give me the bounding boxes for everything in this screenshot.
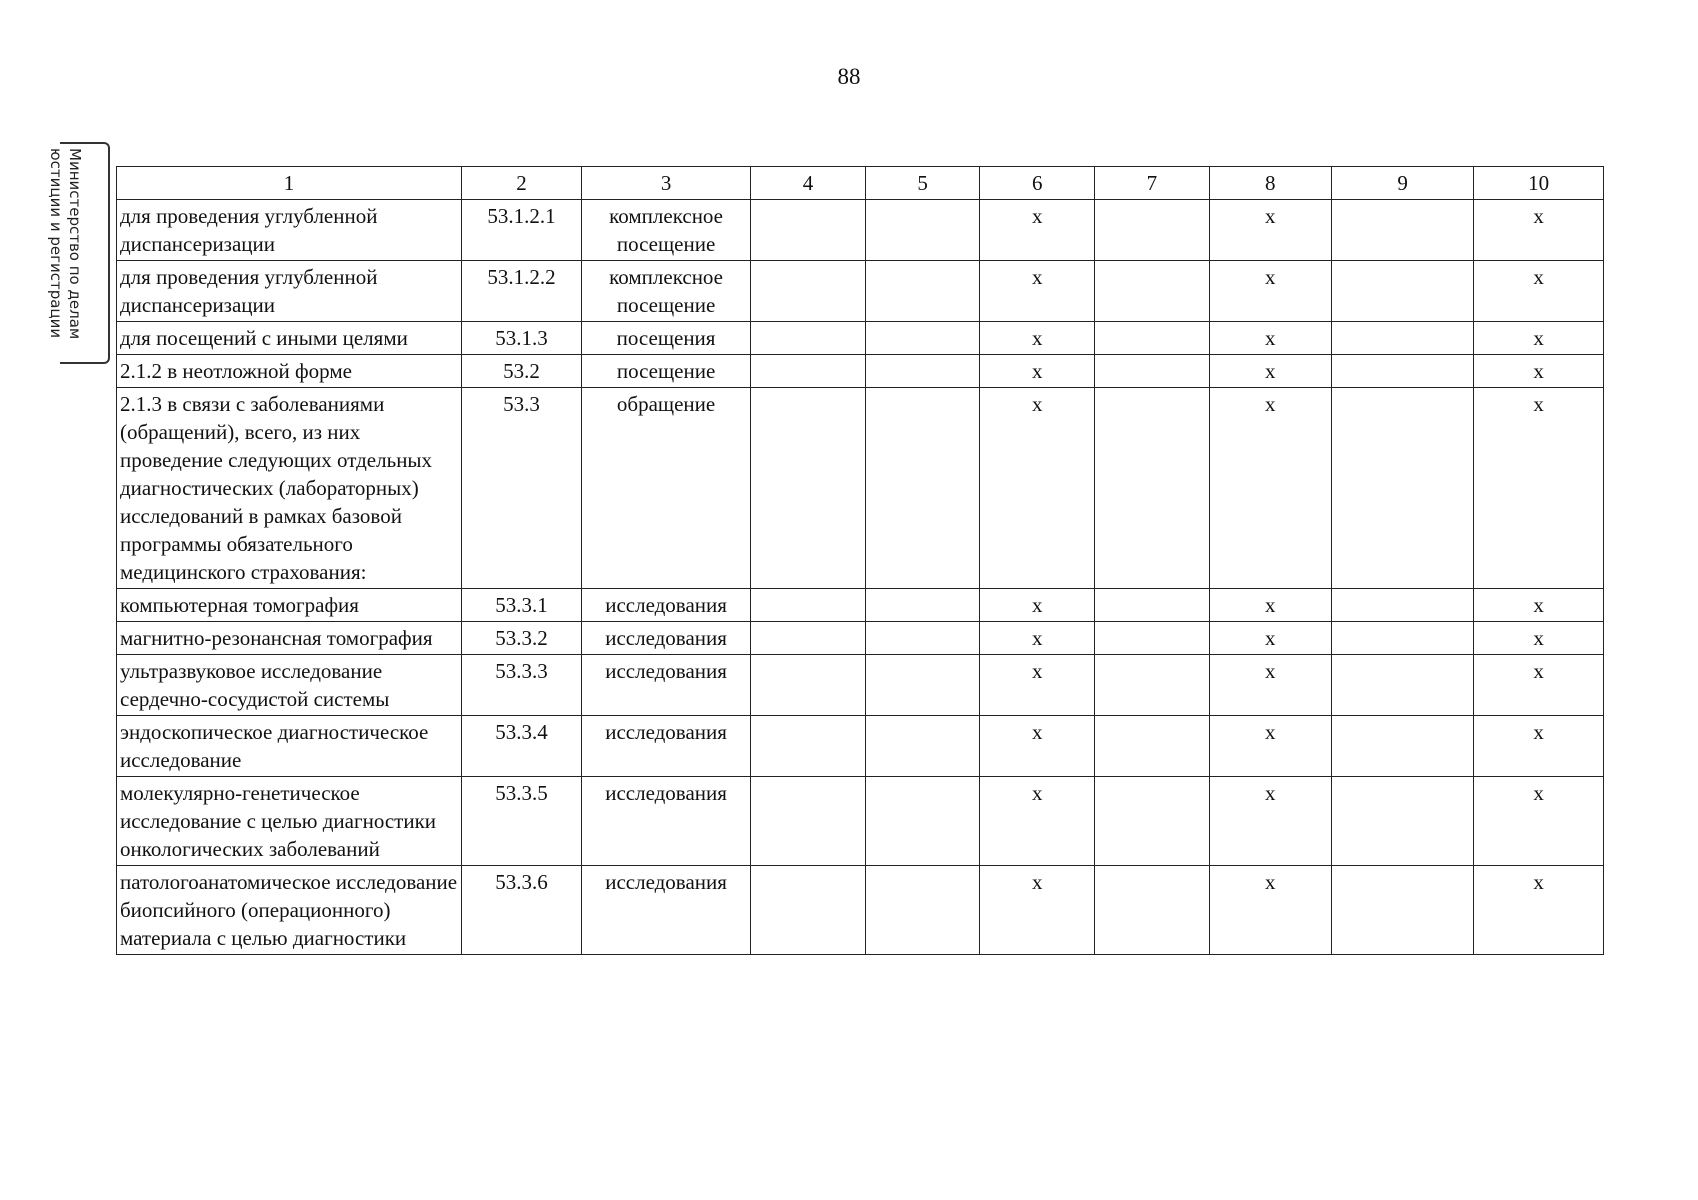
col7-cell <box>1095 716 1210 777</box>
col6-cell: x <box>980 388 1095 589</box>
col4-cell <box>751 589 866 622</box>
row-unit-cell: комплексное посещение <box>581 200 750 261</box>
col4-cell <box>751 261 866 322</box>
col7-cell <box>1095 388 1210 589</box>
col6-cell: x <box>980 655 1095 716</box>
col6-cell: x <box>980 261 1095 322</box>
col6-cell: x <box>980 716 1095 777</box>
row-name-cell: 2.1.3 в связи с заболеваниями (обращений), всего, из них проведение следующих отдельных диагностических (лабораторных) исследований в рамках базовой программы обязательного медицинского страхования: <box>117 388 462 589</box>
row-name-cell: молекулярно-генетическое исследование с целью диагностики онкологических заболеваний <box>117 777 462 866</box>
header-cell: 1 <box>117 167 462 200</box>
header-cell: 8 <box>1209 167 1331 200</box>
row-code-cell: 53.3.6 <box>461 866 581 955</box>
table-row <box>117 866 1604 955</box>
col4-cell <box>751 716 866 777</box>
header-cell: 4 <box>751 167 866 200</box>
col7-cell <box>1095 655 1210 716</box>
row-unit-cell: исследования <box>581 866 750 955</box>
col5-cell <box>865 716 980 777</box>
col9-cell <box>1331 589 1473 622</box>
row-unit-cell: исследования <box>581 622 750 655</box>
col8-cell: x <box>1209 777 1331 866</box>
col6-cell: x <box>980 322 1095 355</box>
table-row <box>117 355 1604 388</box>
col8-cell: x <box>1209 261 1331 322</box>
page-number: 88 <box>837 64 861 89</box>
col10-cell: x <box>1474 866 1604 955</box>
row-code-cell: 53.3.5 <box>461 777 581 866</box>
stamp-line-1: Министерство по делам <box>66 148 84 340</box>
col9-cell <box>1331 355 1473 388</box>
col8-cell: x <box>1209 322 1331 355</box>
col6-cell: x <box>980 622 1095 655</box>
row-unit-cell: исследования <box>581 716 750 777</box>
col5-cell <box>865 866 980 955</box>
table-row <box>117 261 1604 322</box>
col7-cell <box>1095 622 1210 655</box>
col7-cell <box>1095 589 1210 622</box>
col7-cell <box>1095 261 1210 322</box>
col5-cell <box>865 355 980 388</box>
col5-cell <box>865 200 980 261</box>
col5-cell <box>865 388 980 589</box>
table-row <box>117 777 1604 866</box>
col10-cell: x <box>1474 322 1604 355</box>
row-unit-cell: исследования <box>581 655 750 716</box>
registration-stamp <box>47 142 110 364</box>
col9-cell <box>1331 622 1473 655</box>
table-body <box>117 200 1604 955</box>
row-name-cell: для проведения углубленной диспансеризации <box>117 261 462 322</box>
row-unit-cell: посещения <box>581 322 750 355</box>
col7-cell <box>1095 355 1210 388</box>
table-row <box>117 200 1604 261</box>
col4-cell <box>751 388 866 589</box>
col7-cell <box>1095 866 1210 955</box>
col4-cell <box>751 200 866 261</box>
row-code-cell: 53.3.1 <box>461 589 581 622</box>
col10-cell: x <box>1474 622 1604 655</box>
col6-cell: x <box>980 200 1095 261</box>
col9-cell <box>1331 655 1473 716</box>
data-table <box>116 166 1604 955</box>
header-cell: 7 <box>1095 167 1210 200</box>
table-row <box>117 716 1604 777</box>
table-row <box>117 622 1604 655</box>
col8-cell: x <box>1209 655 1331 716</box>
row-unit-cell: комплексное посещение <box>581 261 750 322</box>
col4-cell <box>751 655 866 716</box>
col8-cell: x <box>1209 716 1331 777</box>
col9-cell <box>1331 388 1473 589</box>
row-code-cell: 53.1.2.2 <box>461 261 581 322</box>
table-row <box>117 322 1604 355</box>
col6-cell: x <box>980 355 1095 388</box>
col10-cell: x <box>1474 777 1604 866</box>
header-cell: 6 <box>980 167 1095 200</box>
stamp-line-2: юстиции и регистрации <box>47 148 65 339</box>
table-row <box>117 655 1604 716</box>
row-code-cell: 53.3 <box>461 388 581 589</box>
table-row <box>117 388 1604 589</box>
col10-cell: x <box>1474 655 1604 716</box>
row-name-cell: 2.1.2 в неотложной форме <box>117 355 462 388</box>
col10-cell: x <box>1474 388 1604 589</box>
row-code-cell: 53.3.4 <box>461 716 581 777</box>
header-cell: 10 <box>1474 167 1604 200</box>
col6-cell: x <box>980 589 1095 622</box>
row-code-cell: 53.3.2 <box>461 622 581 655</box>
col4-cell <box>751 322 866 355</box>
header-cell: 9 <box>1331 167 1473 200</box>
col4-cell <box>751 777 866 866</box>
row-name-cell: ультразвуковое исследование сердечно-сосудистой системы <box>117 655 462 716</box>
col9-cell <box>1331 261 1473 322</box>
row-code-cell: 53.3.3 <box>461 655 581 716</box>
col8-cell: x <box>1209 622 1331 655</box>
row-code-cell: 53.1.3 <box>461 322 581 355</box>
col10-cell: x <box>1474 589 1604 622</box>
row-unit-cell: посещение <box>581 355 750 388</box>
row-name-cell: магнитно-резонансная томография <box>117 622 462 655</box>
col5-cell <box>865 777 980 866</box>
col9-cell <box>1331 777 1473 866</box>
col5-cell <box>865 261 980 322</box>
row-name-cell: для посещений с иными целями <box>117 322 462 355</box>
col9-cell <box>1331 716 1473 777</box>
col10-cell: x <box>1474 200 1604 261</box>
row-name-cell: патологоанатомическое исследование биопсийного (операционного) материала с целью диагностики <box>117 866 462 955</box>
col7-cell <box>1095 200 1210 261</box>
row-name-cell: для проведения углубленной диспансеризации <box>117 200 462 261</box>
row-unit-cell: исследования <box>581 589 750 622</box>
col10-cell: x <box>1474 355 1604 388</box>
row-code-cell: 53.1.2.1 <box>461 200 581 261</box>
col8-cell: x <box>1209 200 1331 261</box>
col4-cell <box>751 866 866 955</box>
col8-cell: x <box>1209 388 1331 589</box>
row-name-cell: компьютерная томография <box>117 589 462 622</box>
col7-cell <box>1095 777 1210 866</box>
col9-cell <box>1331 200 1473 261</box>
col8-cell: x <box>1209 589 1331 622</box>
col8-cell: x <box>1209 866 1331 955</box>
col4-cell <box>751 355 866 388</box>
header-row <box>117 167 1604 200</box>
col5-cell <box>865 655 980 716</box>
row-unit-cell: исследования <box>581 777 750 866</box>
header-cell: 2 <box>461 167 581 200</box>
row-unit-cell: обращение <box>581 388 750 589</box>
col4-cell <box>751 622 866 655</box>
stamp-text <box>46 148 84 339</box>
col10-cell: x <box>1474 261 1604 322</box>
col5-cell <box>865 622 980 655</box>
header-cell: 5 <box>865 167 980 200</box>
col5-cell <box>865 322 980 355</box>
row-code-cell: 53.2 <box>461 355 581 388</box>
col10-cell: x <box>1474 716 1604 777</box>
col7-cell <box>1095 322 1210 355</box>
col5-cell <box>865 589 980 622</box>
header-cell: 3 <box>581 167 750 200</box>
col6-cell: x <box>980 866 1095 955</box>
col8-cell: x <box>1209 355 1331 388</box>
col9-cell <box>1331 866 1473 955</box>
table-row <box>117 589 1604 622</box>
row-name-cell: эндоскопическое диагностическое исследование <box>117 716 462 777</box>
col9-cell <box>1331 322 1473 355</box>
col6-cell: x <box>980 777 1095 866</box>
